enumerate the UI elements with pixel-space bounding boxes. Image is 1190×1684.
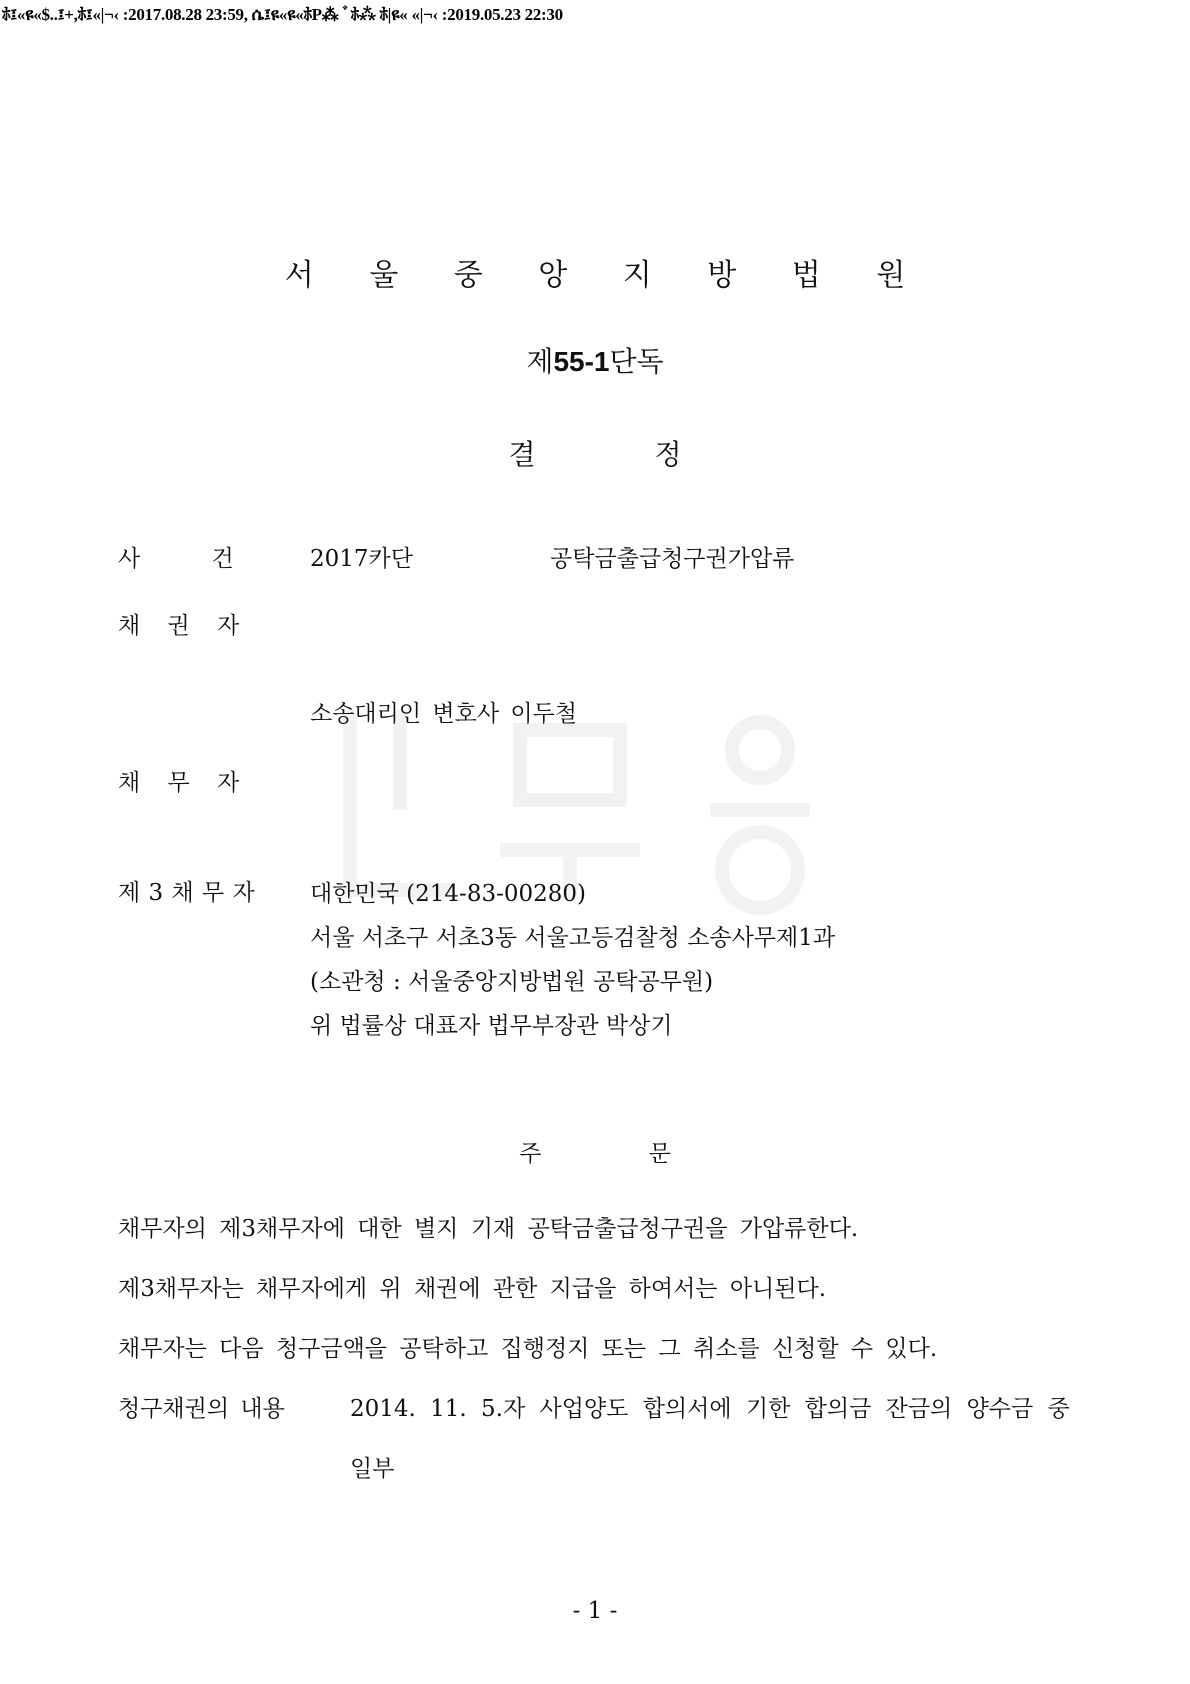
decision-title: 결 정	[508, 438, 682, 471]
case-label: 사 건	[118, 546, 234, 572]
division-suffix: 단독	[609, 345, 664, 378]
third-debtor-details	[310, 872, 835, 1048]
print-stamp-header: ﾎ፤«ዩ«$..፤+,ﾎ፤«|¬‹ :2017.08.28 23:59, ሴ፤ዩ«ዩ«ﾎP⁂ ﾞﾎ⁂ ﾎ|ዩ« «|¬‹ :2019.05.23 22:30	[2, 5, 563, 24]
case-name: 공탁금출급청구권가압류	[550, 546, 795, 572]
court-name: 서 울 중 앙 지 방 법 원	[284, 258, 929, 293]
case-number: 2017카단	[310, 546, 413, 572]
debtor-label: 채 무 자	[118, 770, 240, 796]
claim-label: 청구채권의 내용	[118, 1396, 285, 1422]
third-debtor-line: 위 법률상 대표자 법무부장관 박상기	[310, 1013, 673, 1039]
order-line: 채무자는 다음 청구금액을 공탁하고 집행정지 또는 그 취소를 신청할 수 있다.	[118, 1336, 938, 1362]
third-debtor-line: 서울 서초구 서초3동 서울고등검찰청 소송사무제1과	[310, 925, 836, 951]
claim-text-continued: 일부	[350, 1456, 395, 1482]
claim-text: 2014. 11. 5.자 사업양도 합의서에 기한 합의금 잔금의 양수금 중	[350, 1396, 1070, 1422]
page-number: - 1 -	[572, 1598, 618, 1624]
division-title	[0, 340, 1190, 380]
third-debtor-label: 제 3 채 무 자	[118, 880, 255, 906]
order-line: 채무자의 제3채무자에 대한 별지 기재 공탁금출급청구권을 가압류한다.	[118, 1216, 859, 1242]
creditor-label: 채 권 자	[118, 613, 240, 639]
third-debtor-line: (소관청 : 서울중앙지방법원 공탁공무원)	[310, 969, 714, 995]
third-debtor-line: 대한민국 (214-83-00280)	[310, 881, 587, 907]
division-number: 55-1	[553, 346, 610, 377]
division-prefix: 제	[526, 345, 554, 378]
creditor-agent: 소송대리인 변호사 이두철	[310, 701, 578, 727]
order-line: 제3채무자는 채무자에게 위 채권에 관한 지급을 하여서는 아니된다.	[118, 1276, 827, 1302]
order-title: 주 문	[519, 1141, 671, 1167]
